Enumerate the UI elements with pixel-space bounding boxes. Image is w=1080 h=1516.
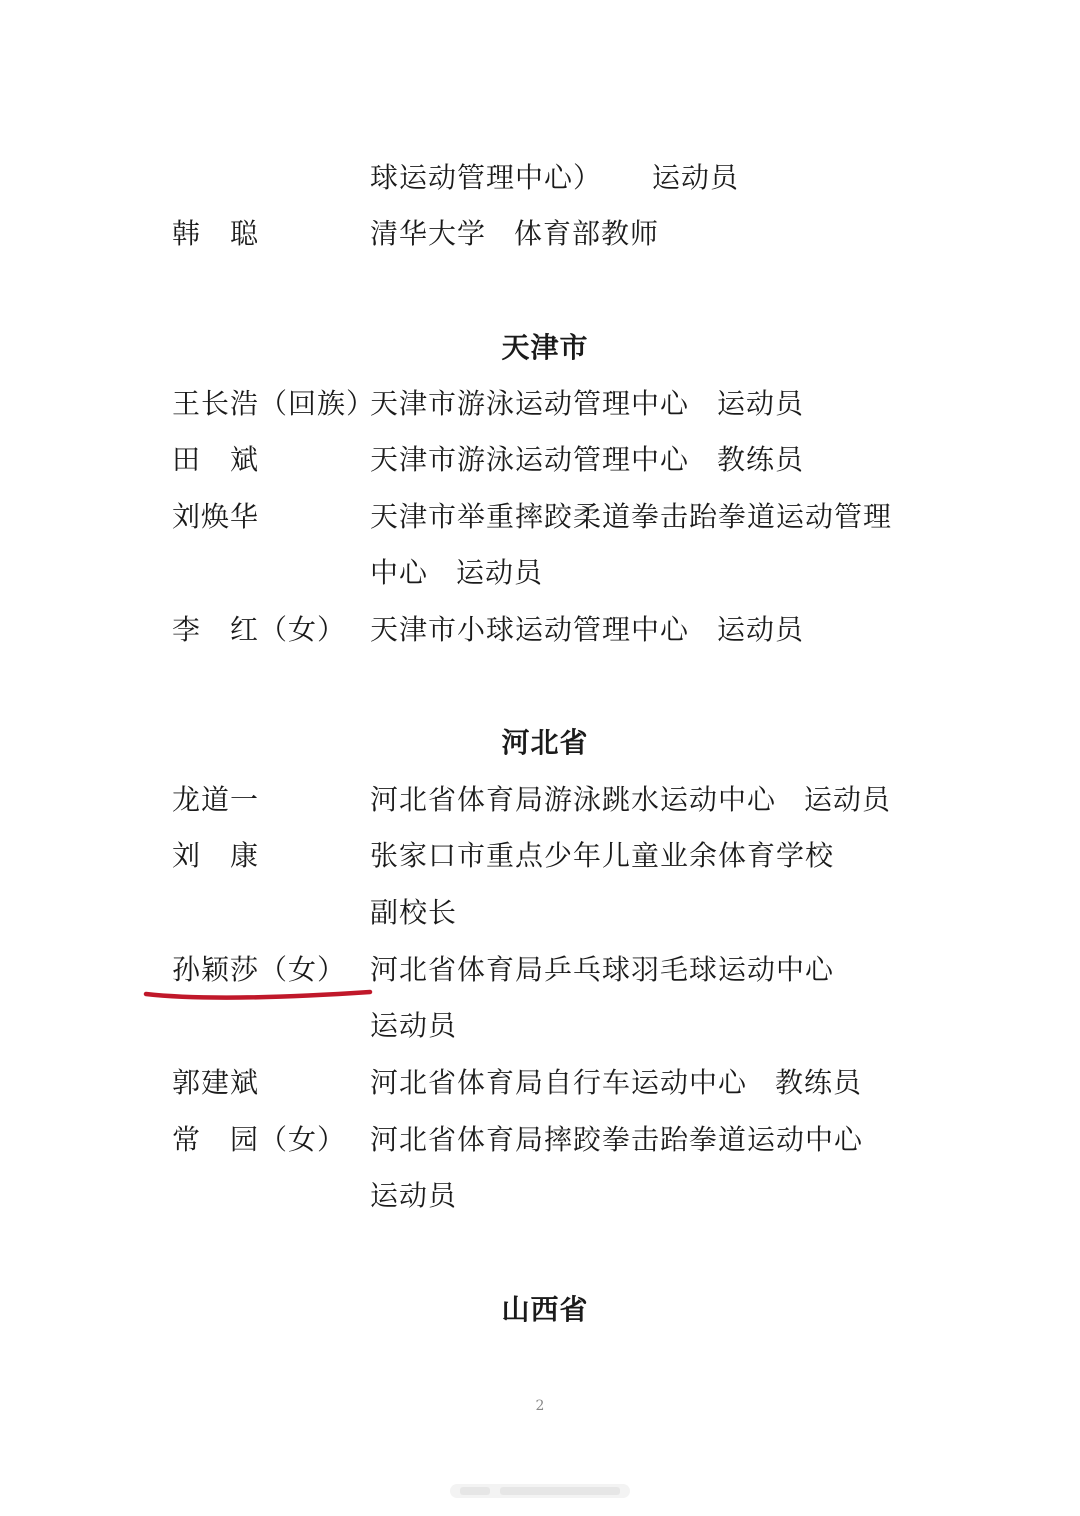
entry-name: 李 红（女） — [172, 613, 347, 646]
entry-affiliation — [370, 1063, 862, 1103]
entry-name: 郭建斌 — [172, 1066, 260, 1099]
entry-affiliation — [370, 780, 891, 820]
entry-affiliation-han-cong — [370, 214, 659, 254]
entry-org-cont: 中心 — [370, 556, 429, 589]
entry-name: 王长浩（回族） — [172, 387, 376, 420]
section-heading-hebei: 河北省 — [501, 726, 589, 759]
entry-role: 副校长 — [370, 896, 458, 929]
entry-org: 天津市举重摔跤柔道拳击跆拳道运动管理 — [370, 500, 893, 533]
entry-org: 天津市游泳运动管理中心 — [370, 443, 690, 476]
entry-name: 龙道一 — [172, 783, 260, 816]
entry-role: 运动员 — [717, 387, 805, 420]
entry-org: 河北省体育局游泳跳水运动中心 — [370, 783, 777, 816]
entry-role: 运动员 — [370, 1179, 458, 1212]
watermark-logo — [440, 1476, 640, 1506]
entry-name-sun-yingsha: 孙颖莎（女） — [172, 953, 347, 986]
entry-role: 教练员 — [775, 1066, 863, 1099]
entry-affiliation — [370, 440, 804, 480]
red-underline-annotation — [140, 982, 376, 1010]
section-heading-tianjin: 天津市 — [501, 331, 589, 364]
entry-role: 运动员 — [456, 556, 544, 589]
entry-org: 张家口市重点少年儿童业余体育学校 — [370, 839, 835, 872]
entry-name: 田 斌 — [172, 443, 260, 476]
entry-role: 运动员 — [717, 613, 805, 646]
top-fragment-line — [370, 158, 739, 198]
entry-role: 运动员 — [804, 783, 892, 816]
section-heading-shanxi: 山西省 — [501, 1293, 589, 1326]
entry-name: 常 园（女） — [172, 1123, 347, 1156]
entry-org: 清华大学 — [370, 217, 487, 250]
entry-affiliation — [370, 384, 804, 424]
entry-role: 体育部教师 — [514, 217, 660, 250]
entry-name: 刘 康 — [172, 839, 260, 872]
entry-org: 河北省体育局摔跤拳击跆拳道运动中心 — [370, 1123, 864, 1156]
entry-affiliation — [370, 610, 804, 650]
entry-org: 天津市游泳运动管理中心 — [370, 387, 690, 420]
entry-role: 教练员 — [717, 443, 805, 476]
entry-role: 运动员 — [370, 1009, 458, 1042]
top-fragment-role: 运动员 — [652, 161, 740, 194]
entry-name: 刘焕华 — [172, 500, 260, 533]
entry-org: 天津市小球运动管理中心 — [370, 613, 690, 646]
top-fragment-org: 球运动管理中心） — [370, 161, 603, 194]
entry-org: 河北省体育局乒乓球羽毛球运动中心 — [370, 953, 835, 986]
page-number: 2 — [535, 1398, 545, 1414]
entry-org: 河北省体育局自行车运动中心 — [370, 1066, 748, 1099]
entry-name-han-cong: 韩 聪 — [172, 217, 260, 250]
entry-affiliation-cont — [370, 553, 543, 593]
